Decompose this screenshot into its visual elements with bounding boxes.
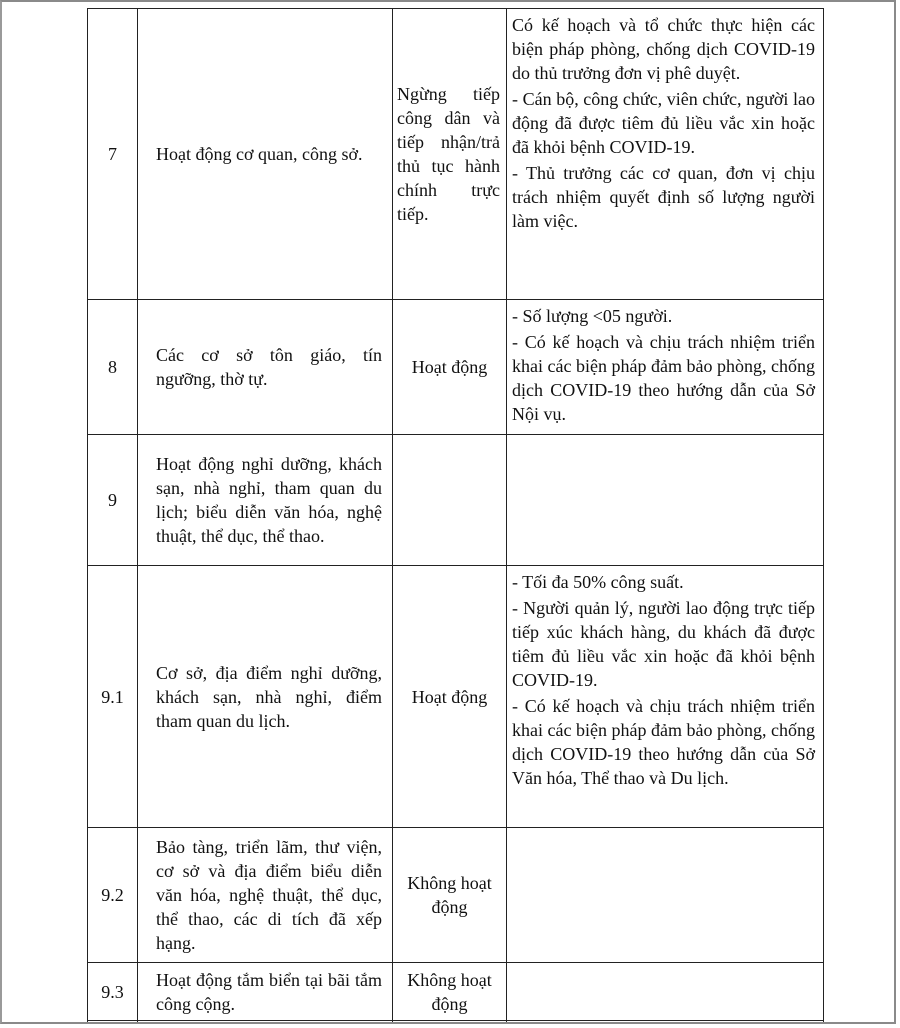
condition-line: - Cán bộ, công chức, viên chức, người lao động đã được tiêm đủ liều vắc xin hoặc đã khỏi bệnh COVID-19. <box>512 89 815 157</box>
activity-status: Hoạt động <box>393 566 507 828</box>
activity-conditions <box>507 963 824 1021</box>
table-row <box>88 963 824 1021</box>
activity-conditions <box>507 828 824 963</box>
row-number: 9.2 <box>88 828 138 963</box>
regulation-table <box>87 8 824 1024</box>
row-number: 8 <box>88 300 138 435</box>
condition-line: - Thủ trưởng các cơ quan, đơn vị chịu trách nhiệm quyết định số lượng người làm việc. <box>512 163 815 231</box>
row-number: 9.3 <box>88 963 138 1021</box>
activity-conditions <box>507 300 824 435</box>
activity-name: Các cơ sở tôn giáo, tín ngưỡng, thờ tự. <box>138 300 393 435</box>
condition-line: Có kế hoạch và tổ chức thực hiện các biện pháp phòng, chống dịch COVID-19 do thủ trưởng đơn vị phê duyệt. <box>512 15 815 83</box>
activity-status: Không hoạt động <box>393 828 507 963</box>
condition-line: - Người quản lý, người lao động trực tiếp tiếp xúc khách hàng, du khách đã được tiêm đủ liều vắc xin hoặc đã khỏi bệnh COVID-19. <box>512 598 815 690</box>
condition-line: - Có kế hoạch và chịu trách nhiệm triển khai các biện pháp đảm bảo phòng, chống dịch COVID-19 theo hướng dẫn của Sở Văn hóa, Thể thao và Du lịch. <box>512 696 815 788</box>
table-row <box>88 566 824 828</box>
activity-name: Cơ sở, địa điểm nghỉ dưỡng, khách sạn, nhà nghỉ, điểm tham quan du lịch. <box>138 566 393 828</box>
activity-conditions <box>507 566 824 828</box>
row-number: 7 <box>88 9 138 300</box>
table-row <box>88 435 824 566</box>
activity-conditions <box>507 435 824 566</box>
table-row <box>88 9 824 300</box>
table-row <box>88 300 824 435</box>
activity-status <box>393 435 507 566</box>
activity-status: Ngừng tiếp công dân và tiếp nhận/trả thủ tục hành chính trực tiếp. <box>393 9 507 300</box>
row-number: 9.1 <box>88 566 138 828</box>
table-cutoff-row <box>88 1021 824 1025</box>
activity-status: Không hoạt động <box>393 963 507 1021</box>
condition-line: - Tối đa 50% công suất. <box>512 572 684 592</box>
condition-line: - Có kế hoạch và chịu trách nhiệm triển khai các biện pháp đảm bảo phòng, chống dịch COVID-19 theo hướng dẫn của Sở Nội vụ. <box>512 332 815 424</box>
table-row <box>88 828 824 963</box>
activity-name: Hoạt động cơ quan, công sở. <box>138 9 393 300</box>
activity-name: Hoạt động nghỉ dưỡng, khách sạn, nhà nghỉ, tham quan du lịch; biểu diễn văn hóa, nghệ thuật, thể dục, thể thao. <box>138 435 393 566</box>
activity-conditions <box>507 9 824 300</box>
activity-name: Hoạt động tắm biển tại bãi tắm công cộng. <box>138 963 393 1021</box>
activity-status: Hoạt động <box>393 300 507 435</box>
activity-name: Bảo tàng, triển lãm, thư viện, cơ sở và địa điểm biểu diễn văn hóa, nghệ thuật, thể dục, thể thao, các di tích đã xếp hạng. <box>138 828 393 963</box>
row-number: 9 <box>88 435 138 566</box>
condition-line: - Số lượng <05 người. <box>512 306 673 326</box>
